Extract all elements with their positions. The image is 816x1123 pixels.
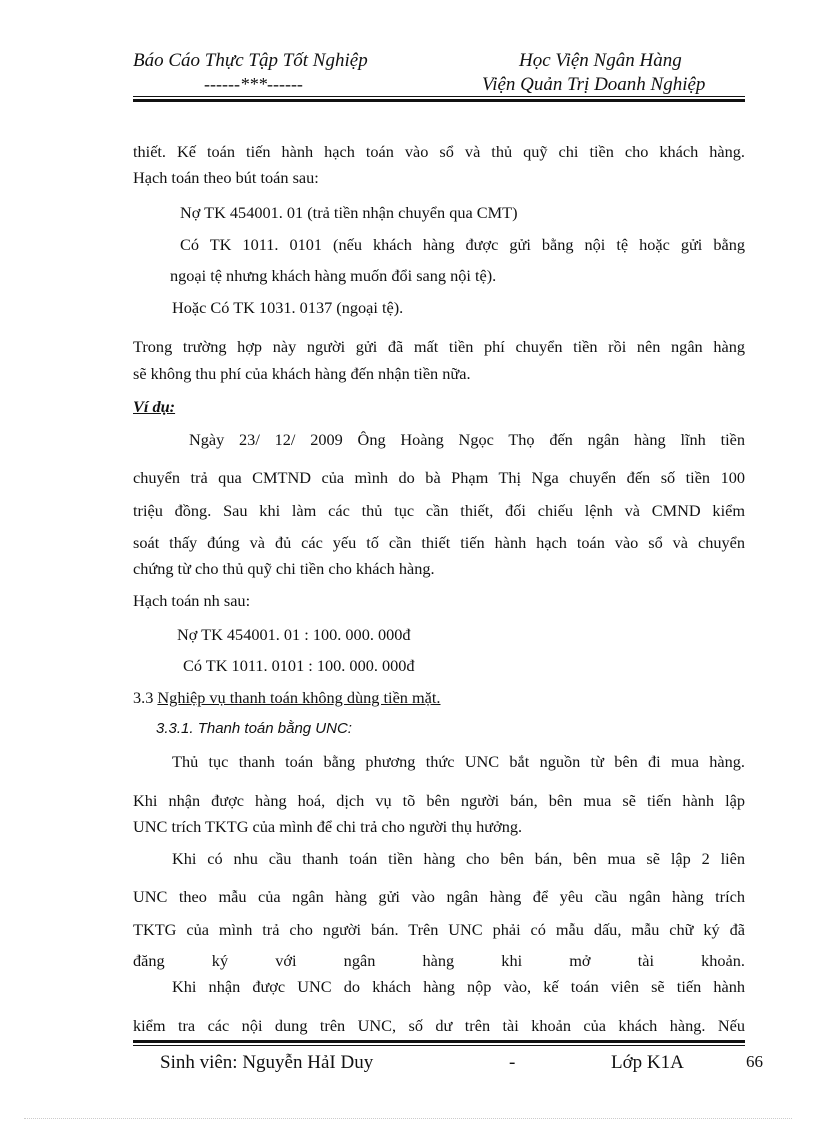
body-line: UNC trích TKTG của mình để chi trả cho người thụ hưởng.	[133, 817, 523, 836]
body-line: thiết. Kế toán tiến hành hạch toán vào sổ và thủ quỹ chi tiền cho khách hàng.	[133, 142, 745, 161]
body-line: TKTG của mình trả cho người bán. Trên UNC phải có mẫu dấu, mẫu chữ ký đã	[133, 920, 745, 939]
journal-entry-credit: Có TK 1011. 0101 (nếu khách hàng được gửi bằng nội tệ hoặc gửi bằng	[180, 235, 745, 254]
page-edge-dotted	[24, 1118, 792, 1119]
example-line: chuyển trả qua CMTND của mình do bà Phạm Thị Nga chuyển đến số tiền 100	[133, 468, 745, 487]
body-line: Trong trường hợp này người gửi đã mất tiền phí chuyển tiền rồi nên ngân hàng	[133, 337, 745, 356]
section-title: Nghiệp vụ thanh toán không dùng tiền mặt.	[157, 688, 441, 707]
header-rule-thick	[133, 99, 745, 102]
journal-entry-alt: Hoặc Có TK 1031. 0137 (ngoại tệ).	[172, 298, 404, 317]
body-line: kiểm tra các nội dung trên UNC, số dư trên tài khoản của khách hàng. Nếu	[133, 1016, 745, 1035]
footer-student: Sinh viên: Nguyễn HảI Duy	[160, 1052, 374, 1073]
example-line: Ngày 23/ 12/ 2009 Ông Hoàng Ngọc Thọ đến ngân hàng lĩnh tiền	[189, 430, 745, 449]
body-line: Khi có nhu cầu thanh toán tiền hàng cho bên bán, bên mua sẽ lập 2 liên	[172, 849, 745, 868]
body-line: Khi nhận được hàng hoá, dịch vụ tõ bên người bán, bên mua sẽ tiến hành lập	[133, 791, 745, 810]
example-heading: Ví dụ:	[133, 397, 176, 416]
footer-rule-thick	[133, 1040, 745, 1043]
page-number: 66	[746, 1052, 763, 1071]
body-line: sẽ không thu phí của khách hàng đến nhận tiền nữa.	[133, 364, 471, 383]
header-rule-thin	[133, 96, 745, 97]
example-line: chứng từ cho thủ quỹ chi tiền cho khách hàng.	[133, 559, 435, 578]
header-department: Viện Quản Trị Doanh Nghiệp	[482, 74, 706, 95]
section-number: 3.3	[133, 688, 158, 707]
body-line: Hạch toán theo bút toán sau:	[133, 168, 319, 187]
example-entry-credit: Có TK 1011. 0101 : 100. 000. 000đ	[183, 656, 415, 675]
header-ornament: ------***------	[204, 74, 303, 94]
example-line: soát thấy đúng và đủ các yếu tố cần thiết tiến hành hạch toán vào sổ và chuyển	[133, 533, 745, 552]
subsection-heading: 3.3.1. Thanh toán bằng UNC:	[156, 720, 352, 737]
footer-rule-thin	[133, 1045, 745, 1046]
journal-entry-credit-cont: ngoại tệ nhưng khách hàng muốn đổi sang nội tệ).	[170, 266, 497, 285]
example-entry-heading: Hạch toán nh sau:	[133, 591, 251, 610]
header-report-title: Báo Cáo Thực Tập Tốt Nghiệp	[133, 50, 368, 71]
section-heading	[133, 688, 441, 708]
journal-entry-debit: Nợ TK 454001. 01 (trả tiền nhận chuyển qua CMT)	[180, 203, 518, 222]
body-line: đăng ký với ngân hàng khi mở tài khoản.	[133, 951, 745, 970]
body-line: Thủ tục thanh toán bằng phương thức UNC bắt nguồn từ bên đi mua hàng.	[172, 752, 745, 771]
example-entry-debit: Nợ TK 454001. 01 : 100. 000. 000đ	[177, 625, 411, 644]
footer-separator: -	[509, 1052, 516, 1073]
footer-class: Lớp K1A	[611, 1052, 684, 1073]
body-line: UNC theo mẫu của ngân hàng gửi vào ngân hàng để yêu cầu ngân hàng trích	[133, 887, 745, 906]
example-line: triệu đồng. Sau khi làm các thủ tục cần thiết, đối chiếu lệnh và CMND kiểm	[133, 501, 745, 520]
header-institution: Học Viện Ngân Hàng	[519, 50, 682, 71]
body-line: Khi nhận được UNC do khách hàng nộp vào, kế toán viên sẽ tiến hành	[172, 977, 745, 996]
